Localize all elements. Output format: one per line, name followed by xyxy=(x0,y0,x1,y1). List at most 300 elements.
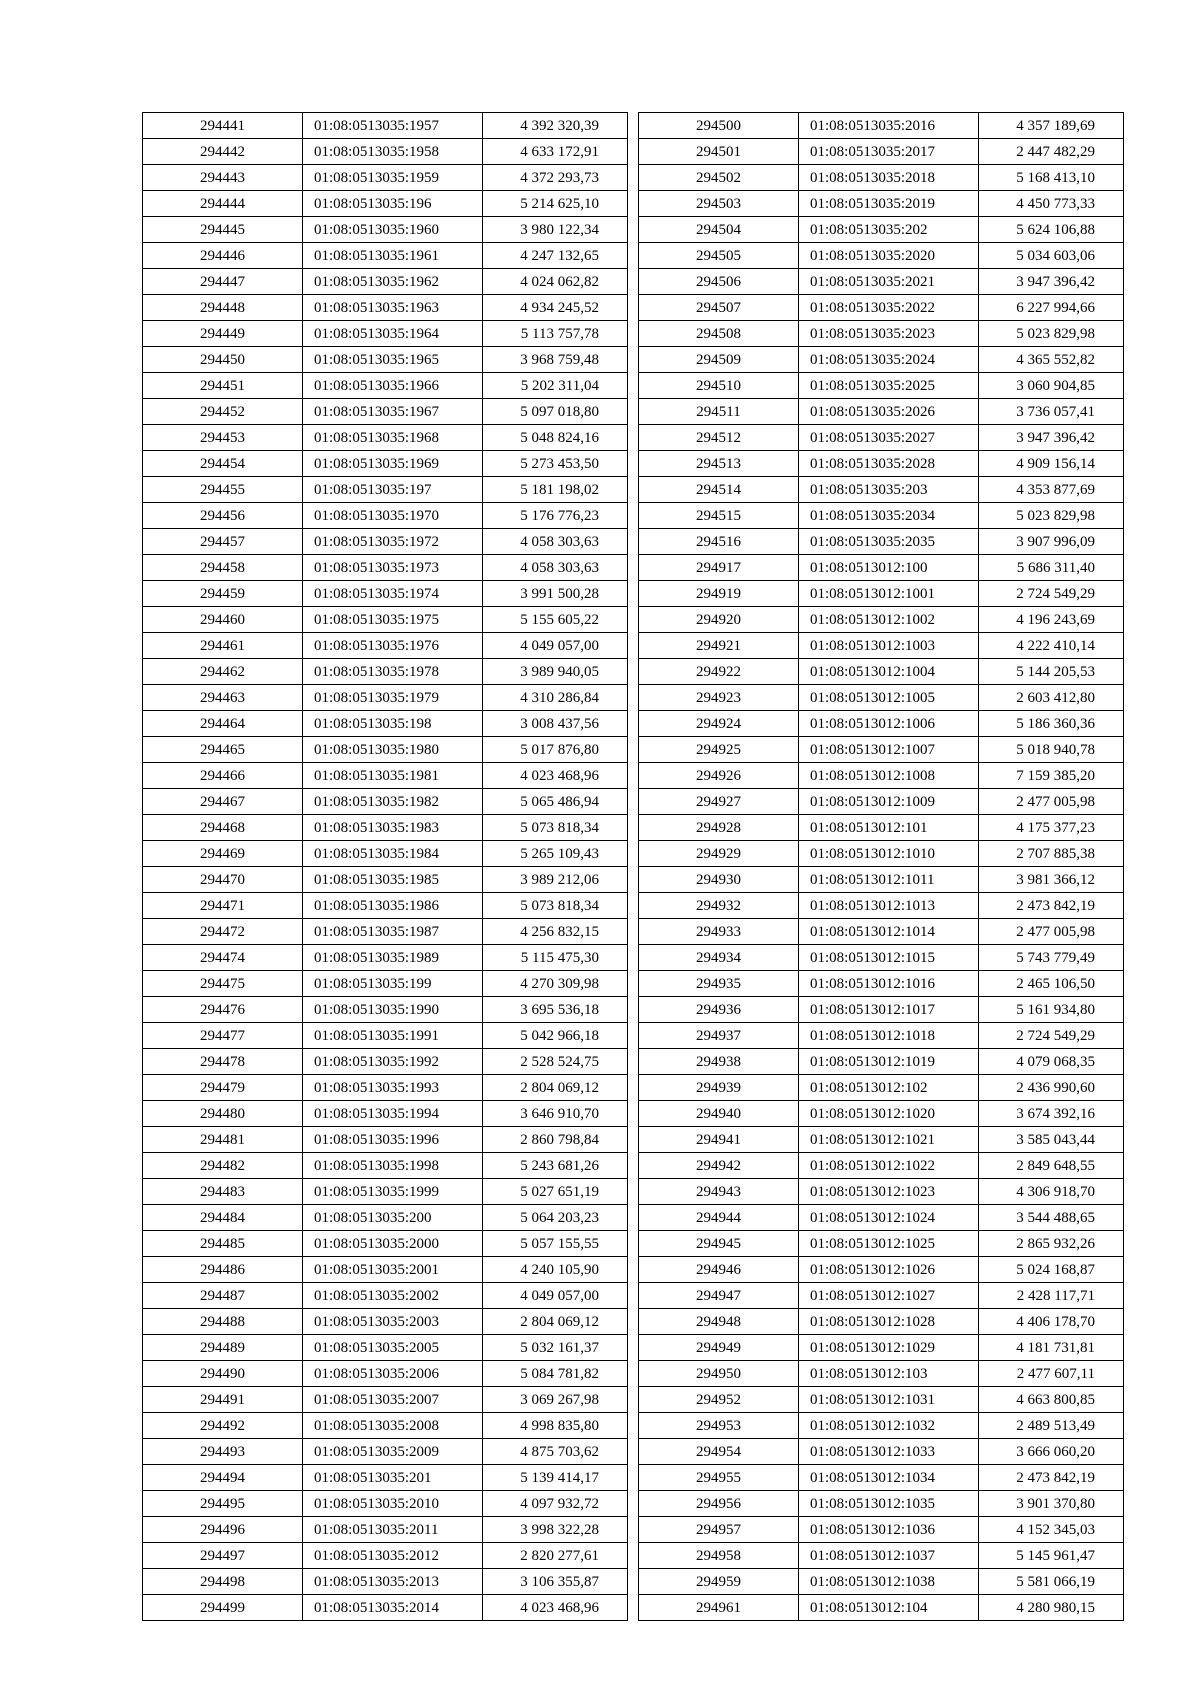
table-row xyxy=(143,191,628,217)
cadastral-number-cell: 01:08:0513012:1013 xyxy=(799,893,979,919)
table-row xyxy=(639,1543,1124,1569)
record-id-cell: 294478 xyxy=(143,1049,303,1075)
value-cell: 5 139 414,17 xyxy=(483,1465,628,1491)
value-cell: 2 804 069,12 xyxy=(483,1309,628,1335)
table-row xyxy=(143,451,628,477)
table-row xyxy=(639,529,1124,555)
record-id-cell: 294939 xyxy=(639,1075,799,1101)
value-cell: 4 392 320,39 xyxy=(483,113,628,139)
cadastral-number-cell: 01:08:0513035:2001 xyxy=(303,1257,483,1283)
record-id-cell: 294945 xyxy=(639,1231,799,1257)
cadastral-number-cell: 01:08:0513012:103 xyxy=(799,1361,979,1387)
table-row xyxy=(639,555,1124,581)
value-cell: 4 097 932,72 xyxy=(483,1491,628,1517)
record-id-cell: 294455 xyxy=(143,477,303,503)
record-id-cell: 294514 xyxy=(639,477,799,503)
cadastral-number-cell: 01:08:0513035:196 xyxy=(303,191,483,217)
table-row xyxy=(639,763,1124,789)
record-id-cell: 294477 xyxy=(143,1023,303,1049)
value-cell: 2 428 117,71 xyxy=(979,1283,1124,1309)
cadastral-number-cell: 01:08:0513035:1958 xyxy=(303,139,483,165)
record-id-cell: 294457 xyxy=(143,529,303,555)
cadastral-number-cell: 01:08:0513035:2014 xyxy=(303,1595,483,1621)
record-id-cell: 294495 xyxy=(143,1491,303,1517)
table-row xyxy=(143,659,628,685)
record-id-cell: 294482 xyxy=(143,1153,303,1179)
value-cell: 4 353 877,69 xyxy=(979,477,1124,503)
record-id-cell: 294516 xyxy=(639,529,799,555)
record-id-cell: 294485 xyxy=(143,1231,303,1257)
table-row xyxy=(639,1101,1124,1127)
record-id-cell: 294948 xyxy=(639,1309,799,1335)
record-id-cell: 294447 xyxy=(143,269,303,295)
value-cell: 2 603 412,80 xyxy=(979,685,1124,711)
value-cell: 5 032 161,37 xyxy=(483,1335,628,1361)
value-cell: 5 624 106,88 xyxy=(979,217,1124,243)
value-cell: 5 202 311,04 xyxy=(483,373,628,399)
record-id-cell: 294504 xyxy=(639,217,799,243)
cadastral-number-cell: 01:08:0513012:1023 xyxy=(799,1179,979,1205)
table-row xyxy=(143,711,628,737)
value-cell: 3 901 370,80 xyxy=(979,1491,1124,1517)
table-row xyxy=(143,1387,628,1413)
cadastral-number-cell: 01:08:0513035:1973 xyxy=(303,555,483,581)
value-cell: 2 865 932,26 xyxy=(979,1231,1124,1257)
value-cell: 5 176 776,23 xyxy=(483,503,628,529)
record-id-cell: 294500 xyxy=(639,113,799,139)
record-id-cell: 294448 xyxy=(143,295,303,321)
cadastral-number-cell: 01:08:0513012:100 xyxy=(799,555,979,581)
record-id-cell: 294466 xyxy=(143,763,303,789)
value-cell: 5 113 757,78 xyxy=(483,321,628,347)
record-id-cell: 294488 xyxy=(143,1309,303,1335)
record-id-cell: 294922 xyxy=(639,659,799,685)
value-cell: 4 024 062,82 xyxy=(483,269,628,295)
record-id-cell: 294921 xyxy=(639,633,799,659)
record-id-cell: 294475 xyxy=(143,971,303,997)
table-row xyxy=(143,607,628,633)
table-row xyxy=(143,113,628,139)
cadastral-number-cell: 01:08:0513035:1981 xyxy=(303,763,483,789)
cadastral-number-cell: 01:08:0513035:1959 xyxy=(303,165,483,191)
record-id-cell: 294492 xyxy=(143,1413,303,1439)
cadastral-number-cell: 01:08:0513035:203 xyxy=(799,477,979,503)
table-row xyxy=(639,1075,1124,1101)
record-id-cell: 294929 xyxy=(639,841,799,867)
record-id-cell: 294467 xyxy=(143,789,303,815)
table-row xyxy=(639,217,1124,243)
value-cell: 5 155 605,22 xyxy=(483,607,628,633)
value-cell: 4 023 468,96 xyxy=(483,1595,628,1621)
value-cell: 2 860 798,84 xyxy=(483,1127,628,1153)
table-row xyxy=(639,1023,1124,1049)
value-cell: 3 646 910,70 xyxy=(483,1101,628,1127)
table-row xyxy=(639,477,1124,503)
value-cell: 4 175 377,23 xyxy=(979,815,1124,841)
record-id-cell: 294952 xyxy=(639,1387,799,1413)
cadastral-number-cell: 01:08:0513035:2006 xyxy=(303,1361,483,1387)
cadastral-number-cell: 01:08:0513035:1963 xyxy=(303,295,483,321)
record-id-cell: 294944 xyxy=(639,1205,799,1231)
table-row xyxy=(143,1491,628,1517)
record-id-cell: 294464 xyxy=(143,711,303,737)
value-cell: 5 023 829,98 xyxy=(979,503,1124,529)
cadastral-number-cell: 01:08:0513035:2000 xyxy=(303,1231,483,1257)
record-id-cell: 294452 xyxy=(143,399,303,425)
table-row xyxy=(143,1127,628,1153)
table-row xyxy=(143,165,628,191)
cadastral-number-cell: 01:08:0513035:1969 xyxy=(303,451,483,477)
record-id-cell: 294454 xyxy=(143,451,303,477)
value-cell: 5 243 681,26 xyxy=(483,1153,628,1179)
table-row xyxy=(143,555,628,581)
record-id-cell: 294511 xyxy=(639,399,799,425)
cadastral-number-cell: 01:08:0513035:1985 xyxy=(303,867,483,893)
value-cell: 4 049 057,00 xyxy=(483,633,628,659)
cadastral-number-cell: 01:08:0513012:1027 xyxy=(799,1283,979,1309)
value-cell: 4 875 703,62 xyxy=(483,1439,628,1465)
table-row xyxy=(639,243,1124,269)
value-cell: 2 477 005,98 xyxy=(979,789,1124,815)
cadastral-number-cell: 01:08:0513035:2035 xyxy=(799,529,979,555)
value-cell: 3 585 043,44 xyxy=(979,1127,1124,1153)
record-id-cell: 294470 xyxy=(143,867,303,893)
value-cell: 2 804 069,12 xyxy=(483,1075,628,1101)
record-id-cell: 294462 xyxy=(143,659,303,685)
record-id-cell: 294459 xyxy=(143,581,303,607)
table-row xyxy=(639,841,1124,867)
record-id-cell: 294509 xyxy=(639,347,799,373)
value-cell: 5 743 779,49 xyxy=(979,945,1124,971)
record-id-cell: 294917 xyxy=(639,555,799,581)
table-row xyxy=(639,1283,1124,1309)
value-cell: 4 196 243,69 xyxy=(979,607,1124,633)
value-cell: 2 528 524,75 xyxy=(483,1049,628,1075)
table-row xyxy=(639,321,1124,347)
cadastral-number-cell: 01:08:0513035:1990 xyxy=(303,997,483,1023)
table-row xyxy=(639,607,1124,633)
cadastral-number-cell: 01:08:0513035:1970 xyxy=(303,503,483,529)
value-cell: 3 060 904,85 xyxy=(979,373,1124,399)
record-id-cell: 294924 xyxy=(639,711,799,737)
table-row xyxy=(639,1361,1124,1387)
value-cell: 2 473 842,19 xyxy=(979,893,1124,919)
record-id-cell: 294938 xyxy=(639,1049,799,1075)
value-cell: 5 057 155,55 xyxy=(483,1231,628,1257)
record-id-cell: 294497 xyxy=(143,1543,303,1569)
cadastral-number-cell: 01:08:0513012:1014 xyxy=(799,919,979,945)
table-row xyxy=(639,1179,1124,1205)
table-row xyxy=(143,815,628,841)
cadastral-number-cell: 01:08:0513035:2017 xyxy=(799,139,979,165)
cadastral-number-cell: 01:08:0513035:1974 xyxy=(303,581,483,607)
record-id-cell: 294503 xyxy=(639,191,799,217)
cadastral-number-cell: 01:08:0513012:1028 xyxy=(799,1309,979,1335)
table-row xyxy=(639,113,1124,139)
table-row xyxy=(639,1335,1124,1361)
cadastral-number-cell: 01:08:0513035:197 xyxy=(303,477,483,503)
cadastral-number-cell: 01:08:0513035:1984 xyxy=(303,841,483,867)
cadastral-number-cell: 01:08:0513035:2003 xyxy=(303,1309,483,1335)
record-id-cell: 294494 xyxy=(143,1465,303,1491)
cadastral-number-cell: 01:08:0513012:1016 xyxy=(799,971,979,997)
cadastral-number-cell: 01:08:0513035:1983 xyxy=(303,815,483,841)
cadastral-number-cell: 01:08:0513035:2002 xyxy=(303,1283,483,1309)
value-cell: 2 473 842,19 xyxy=(979,1465,1124,1491)
table-row xyxy=(639,191,1124,217)
table-row xyxy=(639,1491,1124,1517)
value-cell: 4 023 468,96 xyxy=(483,763,628,789)
record-id-cell: 294920 xyxy=(639,607,799,633)
table-row xyxy=(143,321,628,347)
cadastral-number-cell: 01:08:0513035:200 xyxy=(303,1205,483,1231)
value-cell: 4 222 410,14 xyxy=(979,633,1124,659)
cadastral-number-cell: 01:08:0513012:1025 xyxy=(799,1231,979,1257)
value-cell: 4 998 835,80 xyxy=(483,1413,628,1439)
record-id-cell: 294458 xyxy=(143,555,303,581)
table-row xyxy=(639,1413,1124,1439)
cadastral-number-cell: 01:08:0513035:1999 xyxy=(303,1179,483,1205)
record-id-cell: 294481 xyxy=(143,1127,303,1153)
table-row xyxy=(639,451,1124,477)
cadastral-number-cell: 01:08:0513035:2023 xyxy=(799,321,979,347)
value-cell: 2 820 277,61 xyxy=(483,1543,628,1569)
record-id-cell: 294925 xyxy=(639,737,799,763)
cadastral-number-cell: 01:08:0513035:2026 xyxy=(799,399,979,425)
record-id-cell: 294930 xyxy=(639,867,799,893)
cadastral-number-cell: 01:08:0513012:1021 xyxy=(799,1127,979,1153)
value-cell: 4 633 172,91 xyxy=(483,139,628,165)
record-id-cell: 294946 xyxy=(639,1257,799,1283)
record-id-cell: 294943 xyxy=(639,1179,799,1205)
cadastral-number-cell: 01:08:0513035:2024 xyxy=(799,347,979,373)
cadastral-number-cell: 01:08:0513035:1961 xyxy=(303,243,483,269)
cadastral-number-cell: 01:08:0513012:1020 xyxy=(799,1101,979,1127)
value-cell: 4 372 293,73 xyxy=(483,165,628,191)
record-id-cell: 294941 xyxy=(639,1127,799,1153)
value-cell: 5 115 475,30 xyxy=(483,945,628,971)
table-row xyxy=(143,1413,628,1439)
right-table xyxy=(638,112,1124,1621)
record-id-cell: 294923 xyxy=(639,685,799,711)
table-row xyxy=(143,737,628,763)
table-row xyxy=(143,633,628,659)
table-row xyxy=(639,633,1124,659)
value-cell: 5 064 203,23 xyxy=(483,1205,628,1231)
table-row xyxy=(143,269,628,295)
record-id-cell: 294937 xyxy=(639,1023,799,1049)
value-cell: 5 168 413,10 xyxy=(979,165,1124,191)
value-cell: 7 159 385,20 xyxy=(979,763,1124,789)
cadastral-number-cell: 01:08:0513012:1002 xyxy=(799,607,979,633)
table-row xyxy=(143,1595,628,1621)
record-id-cell: 294934 xyxy=(639,945,799,971)
value-cell: 3 008 437,56 xyxy=(483,711,628,737)
table-row xyxy=(143,1283,628,1309)
value-cell: 5 144 205,53 xyxy=(979,659,1124,685)
record-id-cell: 294486 xyxy=(143,1257,303,1283)
table-row xyxy=(143,139,628,165)
table-row xyxy=(143,399,628,425)
value-cell: 3 736 057,41 xyxy=(979,399,1124,425)
table-row xyxy=(639,867,1124,893)
table-row xyxy=(143,425,628,451)
value-cell: 2 724 549,29 xyxy=(979,581,1124,607)
table-row xyxy=(143,347,628,373)
cadastral-number-cell: 01:08:0513035:1972 xyxy=(303,529,483,555)
record-id-cell: 294479 xyxy=(143,1075,303,1101)
record-id-cell: 294919 xyxy=(639,581,799,607)
cadastral-number-cell: 01:08:0513035:1957 xyxy=(303,113,483,139)
table-row xyxy=(143,685,628,711)
value-cell: 5 686 311,40 xyxy=(979,555,1124,581)
table-row xyxy=(639,1465,1124,1491)
record-id-cell: 294508 xyxy=(639,321,799,347)
value-cell: 4 181 731,81 xyxy=(979,1335,1124,1361)
value-cell: 5 065 486,94 xyxy=(483,789,628,815)
value-cell: 4 280 980,15 xyxy=(979,1595,1124,1621)
value-cell: 5 273 453,50 xyxy=(483,451,628,477)
cadastral-number-cell: 01:08:0513035:2011 xyxy=(303,1517,483,1543)
record-id-cell: 294933 xyxy=(639,919,799,945)
value-cell: 5 581 066,19 xyxy=(979,1569,1124,1595)
value-cell: 3 991 500,28 xyxy=(483,581,628,607)
value-cell: 2 436 990,60 xyxy=(979,1075,1124,1101)
record-id-cell: 294443 xyxy=(143,165,303,191)
record-id-cell: 294956 xyxy=(639,1491,799,1517)
record-id-cell: 294445 xyxy=(143,217,303,243)
record-id-cell: 294446 xyxy=(143,243,303,269)
cadastral-number-cell: 01:08:0513035:1998 xyxy=(303,1153,483,1179)
cadastral-number-cell: 01:08:0513012:1034 xyxy=(799,1465,979,1491)
cadastral-number-cell: 01:08:0513035:2009 xyxy=(303,1439,483,1465)
value-cell: 2 724 549,29 xyxy=(979,1023,1124,1049)
table-row xyxy=(143,1023,628,1049)
value-cell: 5 161 934,80 xyxy=(979,997,1124,1023)
record-id-cell: 294926 xyxy=(639,763,799,789)
table-row xyxy=(639,399,1124,425)
cadastral-number-cell: 01:08:0513012:1029 xyxy=(799,1335,979,1361)
value-cell: 4 909 156,14 xyxy=(979,451,1124,477)
table-row xyxy=(639,945,1124,971)
value-cell: 3 989 212,06 xyxy=(483,867,628,893)
cadastral-number-cell: 01:08:0513012:1024 xyxy=(799,1205,979,1231)
record-id-cell: 294496 xyxy=(143,1517,303,1543)
cadastral-number-cell: 01:08:0513035:1987 xyxy=(303,919,483,945)
table-row xyxy=(143,1257,628,1283)
table-row xyxy=(143,1439,628,1465)
cadastral-number-cell: 01:08:0513012:1038 xyxy=(799,1569,979,1595)
cadastral-number-cell: 01:08:0513035:2020 xyxy=(799,243,979,269)
value-cell: 4 058 303,63 xyxy=(483,529,628,555)
value-cell: 5 018 940,78 xyxy=(979,737,1124,763)
value-cell: 2 707 885,38 xyxy=(979,841,1124,867)
record-id-cell: 294484 xyxy=(143,1205,303,1231)
table-row xyxy=(639,737,1124,763)
value-cell: 5 073 818,34 xyxy=(483,815,628,841)
value-cell: 4 310 286,84 xyxy=(483,685,628,711)
value-cell: 4 058 303,63 xyxy=(483,555,628,581)
value-cell: 4 079 068,35 xyxy=(979,1049,1124,1075)
table-row xyxy=(143,1361,628,1387)
record-id-cell: 294954 xyxy=(639,1439,799,1465)
value-cell: 2 465 106,50 xyxy=(979,971,1124,997)
cadastral-number-cell: 01:08:0513012:1011 xyxy=(799,867,979,893)
right-table-body xyxy=(639,113,1124,1621)
cadastral-number-cell: 01:08:0513012:1007 xyxy=(799,737,979,763)
value-cell: 4 152 345,03 xyxy=(979,1517,1124,1543)
value-cell: 5 024 168,87 xyxy=(979,1257,1124,1283)
table-row xyxy=(639,1387,1124,1413)
table-row xyxy=(143,503,628,529)
record-id-cell: 294506 xyxy=(639,269,799,295)
table-row xyxy=(639,659,1124,685)
value-cell: 4 049 057,00 xyxy=(483,1283,628,1309)
value-cell: 3 544 488,65 xyxy=(979,1205,1124,1231)
cadastral-number-cell: 01:08:0513035:1975 xyxy=(303,607,483,633)
table-row xyxy=(639,789,1124,815)
cadastral-number-cell: 01:08:0513035:1976 xyxy=(303,633,483,659)
record-id-cell: 294505 xyxy=(639,243,799,269)
value-cell: 3 695 536,18 xyxy=(483,997,628,1023)
cadastral-number-cell: 01:08:0513012:1026 xyxy=(799,1257,979,1283)
record-id-cell: 294456 xyxy=(143,503,303,529)
table-row xyxy=(143,997,628,1023)
value-cell: 4 256 832,15 xyxy=(483,919,628,945)
record-id-cell: 294958 xyxy=(639,1543,799,1569)
value-cell: 4 240 105,90 xyxy=(483,1257,628,1283)
value-cell: 2 477 607,11 xyxy=(979,1361,1124,1387)
value-cell: 5 186 360,36 xyxy=(979,711,1124,737)
table-row xyxy=(143,1075,628,1101)
value-cell: 3 674 392,16 xyxy=(979,1101,1124,1127)
cadastral-number-cell: 01:08:0513012:1003 xyxy=(799,633,979,659)
cadastral-number-cell: 01:08:0513035:1989 xyxy=(303,945,483,971)
cadastral-number-cell: 01:08:0513035:1992 xyxy=(303,1049,483,1075)
table-row xyxy=(143,1517,628,1543)
table-row xyxy=(143,945,628,971)
record-id-cell: 294441 xyxy=(143,113,303,139)
value-cell: 4 270 309,98 xyxy=(483,971,628,997)
table-row xyxy=(639,1153,1124,1179)
cadastral-number-cell: 01:08:0513035:2010 xyxy=(303,1491,483,1517)
cadastral-number-cell: 01:08:0513012:1022 xyxy=(799,1153,979,1179)
record-id-cell: 294959 xyxy=(639,1569,799,1595)
table-row xyxy=(143,373,628,399)
record-id-cell: 294515 xyxy=(639,503,799,529)
record-id-cell: 294465 xyxy=(143,737,303,763)
table-row xyxy=(143,1101,628,1127)
table-row xyxy=(143,295,628,321)
table-row xyxy=(639,1127,1124,1153)
value-cell: 3 989 940,05 xyxy=(483,659,628,685)
value-cell: 5 214 625,10 xyxy=(483,191,628,217)
value-cell: 4 934 245,52 xyxy=(483,295,628,321)
record-id-cell: 294491 xyxy=(143,1387,303,1413)
record-id-cell: 294950 xyxy=(639,1361,799,1387)
cadastral-number-cell: 01:08:0513035:2019 xyxy=(799,191,979,217)
record-id-cell: 294483 xyxy=(143,1179,303,1205)
record-id-cell: 294932 xyxy=(639,893,799,919)
table-row xyxy=(143,919,628,945)
table-row xyxy=(639,1309,1124,1335)
record-id-cell: 294510 xyxy=(639,373,799,399)
value-cell: 4 450 773,33 xyxy=(979,191,1124,217)
table-row xyxy=(639,1257,1124,1283)
cadastral-number-cell: 01:08:0513012:1031 xyxy=(799,1387,979,1413)
value-cell: 3 069 267,98 xyxy=(483,1387,628,1413)
table-row xyxy=(143,841,628,867)
